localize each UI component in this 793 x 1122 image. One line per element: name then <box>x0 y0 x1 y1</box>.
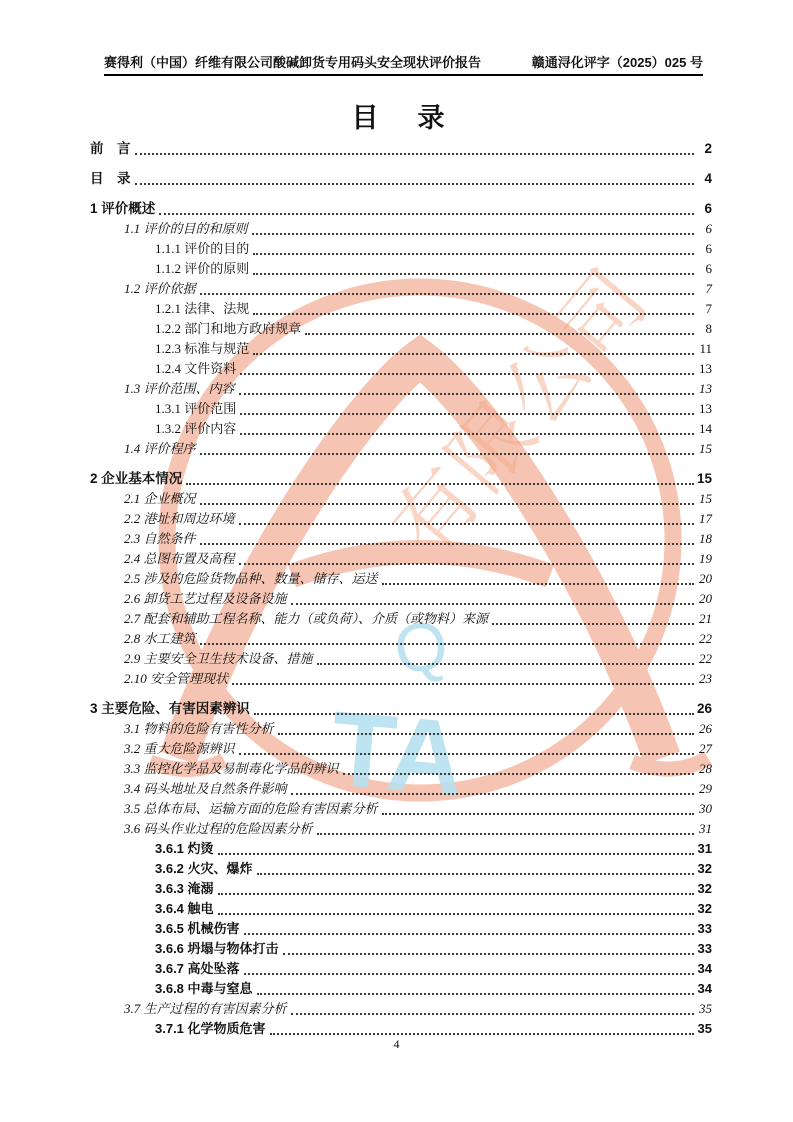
dot-leader <box>253 273 694 275</box>
dot-leader <box>252 233 694 235</box>
toc-entry-label: 2.8 水工建筑 <box>124 631 196 646</box>
toc-entry-page: 26 <box>696 701 712 716</box>
toc-entry-label: 1.1.1 评价的目的 <box>155 241 250 256</box>
toc-entry <box>90 258 712 278</box>
dot-leader <box>343 773 694 775</box>
toc-entry-label: 1.2.3 标准与规范 <box>155 341 250 356</box>
toc-entry <box>90 278 712 298</box>
toc-entry-label: 3.2 重大危险源辨识 <box>124 741 235 756</box>
toc-entry-label: 3.6.3 淹溺 <box>155 881 214 896</box>
dot-leader <box>239 393 694 395</box>
dot-leader <box>239 523 694 525</box>
toc-entry-page: 6 <box>705 241 712 256</box>
toc-entry-label: 3.6.7 高处坠落 <box>155 961 240 976</box>
toc-entry <box>90 588 712 608</box>
toc-entry <box>90 648 712 668</box>
toc-entry-page: 35 <box>699 1001 712 1016</box>
toc-entry <box>90 378 712 398</box>
toc-entry-label: 3.7 生产过程的有害因素分析 <box>124 1001 287 1016</box>
toc-entry-page: 4 <box>704 171 712 186</box>
toc-entry-page: 32 <box>697 881 712 896</box>
dot-leader <box>253 253 694 255</box>
watermark-letters-ta: TA <box>325 689 470 819</box>
toc-entry-page: 19 <box>699 551 712 566</box>
toc-entry-label: 2.6 卸货工艺过程及设备设施 <box>124 591 287 606</box>
toc-entry <box>90 878 712 898</box>
toc-entry-label: 3 主要危险、有害因素辨识 <box>90 701 250 716</box>
dot-leader <box>186 483 694 485</box>
toc-entry <box>90 858 712 878</box>
toc-entry-page: 33 <box>697 941 712 956</box>
dot-leader <box>382 813 694 815</box>
toc-entry-page: 22 <box>699 631 712 646</box>
dot-leader <box>253 353 694 355</box>
toc-entry-label: 1.3 评价范围、内容 <box>124 381 235 396</box>
dot-leader <box>159 213 694 215</box>
toc-entry-label: 3.5 总体布局、运输方面的危险有害因素分析 <box>124 801 378 816</box>
dot-leader <box>254 713 694 715</box>
toc-entry <box>90 508 712 528</box>
toc-entry-page: 27 <box>699 741 712 756</box>
toc-entry-label: 2.2 港址和周边环境 <box>124 511 235 526</box>
toc-entry-page: 20 <box>699 591 712 606</box>
dot-leader <box>244 933 694 935</box>
toc-entry <box>90 628 712 648</box>
toc-entry-label: 2.4 总图布置及高程 <box>124 551 235 566</box>
page-title: 目 录 <box>351 103 451 133</box>
dot-leader <box>317 663 694 665</box>
dot-leader <box>253 313 694 315</box>
toc-entry-page: 30 <box>699 801 712 816</box>
header-report-title: 赛得利（中国）纤维有限公司酸碱卸货专用码头安全现状评价报告 <box>104 55 482 70</box>
toc-entry-page: 32 <box>697 901 712 916</box>
toc-entry <box>90 488 712 508</box>
toc-entry-label: 2.1 企业概况 <box>124 491 196 506</box>
toc-entry-page: 6 <box>704 201 712 216</box>
toc-entry-page: 6 <box>705 221 712 236</box>
dot-leader <box>200 453 694 455</box>
toc-entry <box>90 398 712 418</box>
toc-entry-page: 7 <box>705 281 712 296</box>
dot-leader <box>291 1013 694 1015</box>
toc-entry-label: 3.6.4 触电 <box>155 901 214 916</box>
toc-entry <box>90 318 712 338</box>
toc-entry-label: 前 言 <box>90 141 131 156</box>
dot-leader <box>239 753 694 755</box>
header-doc-number: 赣通浔化评字（2025）025 号 <box>531 55 703 70</box>
toc-entry <box>90 718 712 738</box>
toc-entry-page: 14 <box>699 421 712 436</box>
toc-entry-label: 3.1 物料的危险有害性分析 <box>124 721 274 736</box>
toc-entry-label: 2 企业基本情况 <box>90 471 183 486</box>
toc-entry <box>90 978 712 998</box>
toc-entry <box>90 168 712 188</box>
toc-entry-label: 3.7.1 化学物质危害 <box>155 1021 266 1036</box>
toc-entry-page: 11 <box>699 341 712 356</box>
toc-entry-label: 1.4 评价程序 <box>124 441 196 456</box>
table-of-contents <box>90 138 712 1038</box>
toc-entry-label: 目 录 <box>90 171 131 186</box>
toc-entry <box>90 668 712 688</box>
toc-entry-label: 1.3.1 评价范围 <box>155 401 237 416</box>
dot-leader <box>270 1033 694 1035</box>
footer-page-number: 4 <box>393 1037 400 1051</box>
toc-entry <box>90 238 712 258</box>
toc-entry <box>90 1018 712 1038</box>
dot-leader <box>283 953 694 955</box>
toc-entry <box>90 798 712 818</box>
toc-entry-page: 15 <box>699 441 712 456</box>
toc-entry-label: 2.7 配套和辅助工程名称、能力（或负荷）、介质（或物料）来源 <box>124 611 489 626</box>
toc-entry <box>90 298 712 318</box>
toc-entry <box>90 568 712 588</box>
toc-entry-page: 35 <box>697 1021 712 1036</box>
toc-entry-page: 15 <box>699 491 712 506</box>
toc-entry-label: 3.3 监控化学品及易制毒化学品的辨识 <box>124 761 339 776</box>
toc-entry-page: 33 <box>697 921 712 936</box>
dot-leader <box>240 413 694 415</box>
toc-entry <box>90 738 712 758</box>
dot-leader <box>257 873 694 875</box>
toc-entry-label: 1.2.2 部门和地方政府规章 <box>155 321 302 336</box>
toc-entry <box>90 468 712 488</box>
toc-entry <box>90 198 712 218</box>
dot-leader <box>218 913 694 915</box>
dot-leader <box>218 893 694 895</box>
toc-entry-page: 31 <box>699 821 712 836</box>
toc-entry-page: 34 <box>697 961 712 976</box>
toc-entry-label: 1.1.2 评价的原则 <box>155 261 250 276</box>
page-header <box>104 52 703 76</box>
toc-entry-label: 3.6.1 灼烫 <box>155 841 214 856</box>
toc-entry-label: 3.6.5 机械伤害 <box>155 921 240 936</box>
watermark-letter-q: Q <box>389 606 453 689</box>
toc-entry <box>90 958 712 978</box>
toc-entry-page: 32 <box>697 861 712 876</box>
toc-entry <box>90 608 712 628</box>
toc-entry-label: 2.3 自然条件 <box>124 531 196 546</box>
toc-entry-label: 3.6.8 中毒与窒息 <box>155 981 253 996</box>
dot-leader <box>135 153 695 155</box>
dot-leader <box>135 183 695 185</box>
dot-leader <box>200 293 694 295</box>
dot-leader <box>239 563 694 565</box>
dot-leader <box>305 333 694 335</box>
toc-entry-label: 3.4 码头地址及自然条件影响 <box>124 781 287 796</box>
toc-entry <box>90 418 712 438</box>
toc-entry-label: 3.6 码头作业过程的危险因素分析 <box>124 821 313 836</box>
toc-entry-label: 3.6.2 火灾、爆炸 <box>155 861 253 876</box>
toc-entry-label: 2.5 涉及的危险货物品种、数量、储存、运送 <box>124 571 378 586</box>
toc-entry <box>90 938 712 958</box>
toc-entry-page: 13 <box>699 401 712 416</box>
toc-entry <box>90 338 712 358</box>
toc-entry-label: 2.9 主要安全卫生技术设备、措施 <box>124 651 313 666</box>
toc-entry <box>90 698 712 718</box>
toc-entry <box>90 918 712 938</box>
toc-entry-page: 17 <box>699 511 712 526</box>
dot-leader <box>382 583 694 585</box>
dot-leader <box>232 683 694 685</box>
toc-entry <box>90 358 712 378</box>
dot-leader <box>200 543 694 545</box>
toc-entry-page: 8 <box>705 321 712 336</box>
toc-entry-label: 1 评价概述 <box>90 201 156 216</box>
toc-entry <box>90 898 712 918</box>
dot-leader <box>291 793 694 795</box>
toc-entry-label: 1.2.1 法律、法规 <box>155 301 250 316</box>
toc-entry-label: 2.10 安全管理现状 <box>124 671 229 686</box>
toc-entry <box>90 528 712 548</box>
toc-entry-page: 13 <box>699 381 712 396</box>
toc-entry-page: 6 <box>705 261 712 276</box>
dot-leader <box>240 433 694 435</box>
toc-entry-page: 28 <box>699 761 712 776</box>
dot-leader <box>200 503 694 505</box>
dot-leader <box>278 733 694 735</box>
dot-leader <box>244 973 694 975</box>
toc-entry-page: 22 <box>699 651 712 666</box>
toc-entry-page: 15 <box>696 471 712 486</box>
toc-entry-label: 1.2 评价依据 <box>124 281 196 296</box>
watermark-company-text: 有限公司 <box>376 251 667 574</box>
toc-entry <box>90 778 712 798</box>
toc-entry-page: 18 <box>699 531 712 546</box>
toc-entry <box>90 818 712 838</box>
toc-entry <box>90 438 712 458</box>
toc-entry-page: 34 <box>697 981 712 996</box>
toc-entry <box>90 998 712 1018</box>
toc-entry-label: 1.2.4 文件资料 <box>155 361 237 376</box>
toc-entry-page: 13 <box>699 361 712 376</box>
dot-leader <box>317 833 694 835</box>
toc-entry <box>90 218 712 238</box>
toc-entry <box>90 838 712 858</box>
toc-entry <box>90 548 712 568</box>
toc-entry-page: 29 <box>699 781 712 796</box>
toc-entry-page: 31 <box>697 841 712 856</box>
toc-entry-label: 3.6.6 坍塌与物体打击 <box>155 941 279 956</box>
dot-leader <box>257 993 694 995</box>
toc-entry-page: 2 <box>704 141 712 156</box>
dot-leader <box>240 373 694 375</box>
toc-entry-label: 1.1 评价的目的和原则 <box>124 221 248 236</box>
toc-entry-page: 26 <box>699 721 712 736</box>
dot-leader <box>218 853 694 855</box>
toc-entry-page: 21 <box>699 611 712 626</box>
toc-entry-page: 20 <box>699 571 712 586</box>
toc-entry <box>90 758 712 778</box>
toc-entry-page: 7 <box>705 301 712 316</box>
toc-entry-label: 1.3.2 评价内容 <box>155 421 237 436</box>
dot-leader <box>492 623 694 625</box>
dot-leader <box>291 603 694 605</box>
toc-entry <box>90 138 712 158</box>
dot-leader <box>200 643 694 645</box>
toc-entry-page: 23 <box>699 671 712 686</box>
